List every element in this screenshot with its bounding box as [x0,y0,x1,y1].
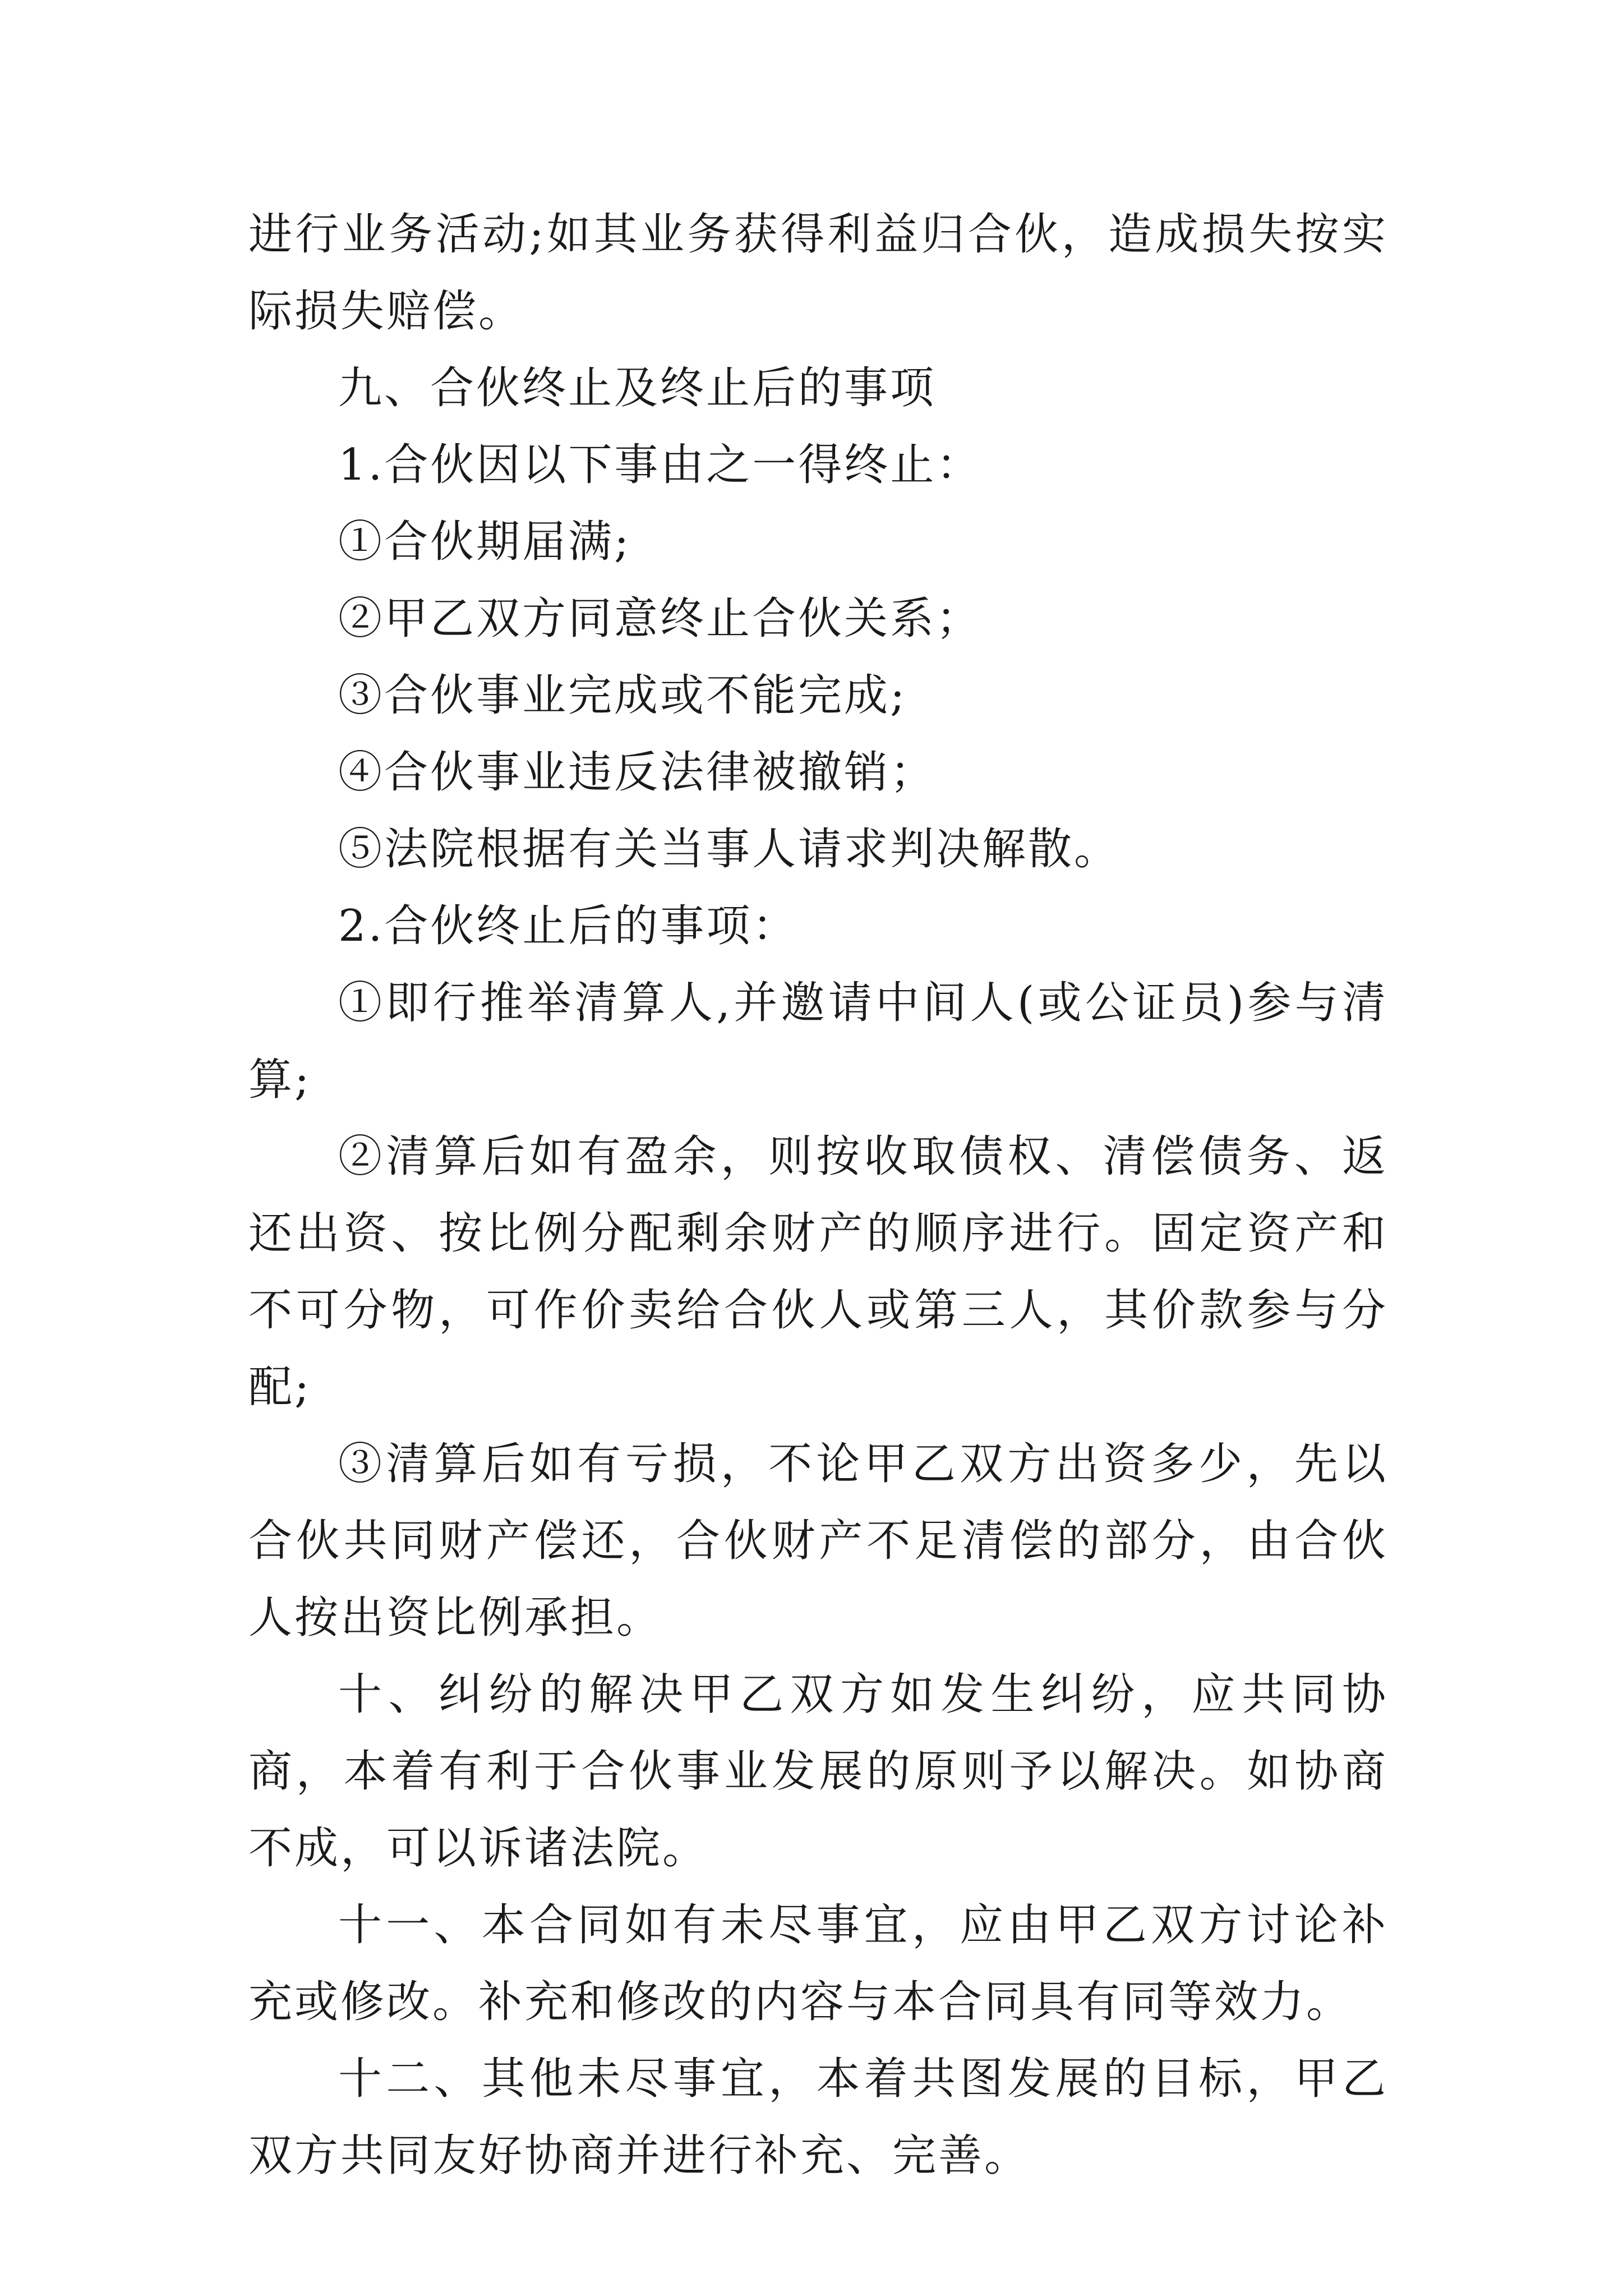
list-item-cause-1: ①合伙期届满; [338,517,631,567]
list-item-cause-3: ③合伙事业完成或不能完成; [338,670,907,721]
section-heading-nine: 九、合伙终止及终止后的事项 [338,363,937,413]
paragraph-continuation: 进行业务活动;如其业务获得利益归合伙，造成损失按实际损失赔偿。 [248,209,1388,337]
list-item-post-2: ②清算后如有盈余，则按收取债权、清偿债务、返还出资、按比例分配剩余财产的顺序进行。固定资产和不可分物，可作价卖给合伙人或第三人，其价款参与分配; [248,1131,1388,1412]
paragraph-post-termination: 2.合伙终止后的事项： [338,901,799,951]
section-twelve-other: 十二、其他未尽事宜，本着共图发展的目标，甲乙双方共同友好协商并进行补充、完善。 [248,2054,1388,2181]
list-item-cause-4: ④合伙事业违反法律被撤销； [338,747,937,798]
section-eleven-amendments: 十一、本合同如有未尽事宜，应由甲乙双方讨论补充或修改。补充和修改的内容与本合同具有同等效力。 [248,1900,1388,2027]
paragraph-termination-causes: 1.合伙因以下事由之一得终止： [338,440,983,490]
document-body [248,196,1388,2194]
section-ten-disputes: 十、纠纷的解决甲乙双方如发生纠纷，应共同协商，本着有利于合伙事业发展的原则予以解决。如协商不成，可以诉诸法院。 [248,1669,1388,1874]
list-item-post-1: ①即行推举清算人,并邀请中间人(或公证员)参与清算; [248,978,1388,1105]
list-item-cause-2: ②甲乙双方同意终止合伙关系； [338,593,983,644]
list-item-cause-5: ⑤法院根据有关当事人请求判决解散。 [338,824,1121,875]
list-item-post-3: ③清算后如有亏损，不论甲乙双方出资多少，先以合伙共同财产偿还，合伙财产不足清偿的部分，由合伙人按出资比例承担。 [248,1439,1388,1643]
